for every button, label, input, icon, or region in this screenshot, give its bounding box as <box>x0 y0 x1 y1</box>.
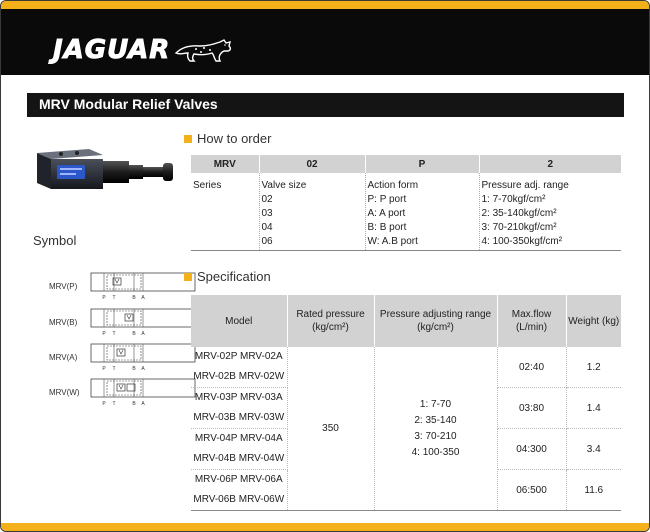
spec-model-cell <box>191 388 287 429</box>
order-cell-text: 1: 7-70kgf/cm² <box>481 194 546 205</box>
spec-model-text: MRV-04P MRV-04A <box>194 433 283 444</box>
symbol-name: MRV(A) <box>49 352 78 362</box>
specification-table <box>191 295 621 511</box>
order-col-pressure <box>479 173 621 250</box>
order-cell-text: Action form <box>367 180 419 191</box>
spec-rated-pressure-cell: 350 <box>287 347 374 511</box>
spec-header-row <box>191 295 621 347</box>
order-cell-text: P: P port <box>367 194 407 205</box>
port-label: T <box>112 366 116 372</box>
spec-weight-cell: 3.4 <box>566 429 621 470</box>
spec-header-cell: Pressure adjusting range (kg/cm²) <box>374 295 497 347</box>
order-cell-text: 4: 100-350kgf/cm² <box>481 236 563 247</box>
spec-range-text: 2: 35-140 <box>414 414 457 426</box>
specification-label: Specification <box>197 269 271 284</box>
spec-header-cell: Max.flow (L/min) <box>497 295 566 347</box>
order-header-cell: 2 <box>479 155 621 173</box>
symbol-row <box>49 342 199 372</box>
hydraulic-symbol-diagram <box>87 342 199 372</box>
port-label: A <box>141 295 145 301</box>
port-label: B <box>132 331 136 337</box>
spec-model-text: MRV-03P MRV-03A <box>194 392 283 403</box>
spec-model-text: MRV-03B MRV-03W <box>193 412 285 423</box>
symbol-row <box>49 377 199 407</box>
symbol-heading: Symbol <box>33 233 77 248</box>
order-cell-text: Series <box>193 180 222 191</box>
port-label: A <box>141 331 145 337</box>
port-label: P <box>102 331 106 337</box>
port-label: P <box>102 295 106 301</box>
order-cell-text: A: A port <box>367 208 406 219</box>
header-bar <box>1 9 650 75</box>
spec-flow-cell: 03:80 <box>497 388 566 429</box>
spec-weight-cell: 1.2 <box>566 347 621 388</box>
order-cell-text: 02 <box>261 194 273 205</box>
spec-range-text: 3: 70-210 <box>414 430 457 442</box>
order-cell-text: 2: 35-140kgf/cm² <box>481 208 557 219</box>
spec-model-text: MRV-06B MRV-06W <box>193 494 285 505</box>
order-header-cell: MRV <box>191 155 259 173</box>
port-label: P <box>102 401 106 407</box>
order-header-cell: P <box>365 155 479 173</box>
spec-model-text: MRV-02P MRV-02A <box>194 351 283 362</box>
order-cell-text: W: A.B port <box>367 236 418 247</box>
brand-logo[interactable] <box>53 33 234 67</box>
specification-heading <box>184 269 271 284</box>
page-title: MRV Modular Relief Valves <box>39 96 218 112</box>
symbol-row <box>49 307 199 337</box>
symbol-name: MRV(P) <box>49 281 78 291</box>
order-cell-text: 3: 70-210kgf/cm² <box>481 222 557 233</box>
spec-weight-cell: 1.4 <box>566 388 621 429</box>
spec-model-text: MRV-06P MRV-06A <box>194 474 283 485</box>
spec-adjusting-range-cell <box>374 347 497 511</box>
bottom-accent-strip <box>1 523 650 531</box>
spec-weight-cell: 11.6 <box>566 470 621 511</box>
order-cell-text: B: B port <box>367 222 407 233</box>
port-label: T <box>112 331 116 337</box>
order-header-row <box>191 155 621 173</box>
port-label: B <box>132 295 136 301</box>
spec-model-cell <box>191 347 287 388</box>
spec-model-cell <box>191 429 287 470</box>
spec-header-cell: Rated pressure (kg/cm²) <box>287 295 374 347</box>
order-cell-text: 04 <box>261 222 273 233</box>
hydraulic-symbol-diagram <box>87 377 199 407</box>
order-cell-text: Pressure adj. range <box>481 180 569 191</box>
how-to-order-label: How to order <box>197 131 272 146</box>
symbol-name: MRV(B) <box>49 317 78 327</box>
order-col-action <box>365 173 479 250</box>
port-label: B <box>132 366 136 372</box>
jaguar-cat-icon <box>174 37 234 63</box>
hydraulic-symbol-diagram <box>87 307 199 337</box>
how-to-order-table <box>191 155 621 251</box>
bullet-square-icon <box>184 273 192 281</box>
port-label: T <box>112 401 116 407</box>
order-col-series <box>191 173 259 250</box>
port-label: A <box>141 366 145 372</box>
top-accent-strip <box>1 1 650 9</box>
port-label: B <box>132 401 136 407</box>
order-header-cell: 02 <box>259 155 365 173</box>
spec-flow-cell: 04:300 <box>497 429 566 470</box>
spec-model-cell <box>191 470 287 511</box>
spec-range-text: 1: 7-70 <box>419 398 452 410</box>
order-cell-text: Valve size <box>261 180 307 191</box>
how-to-order-heading <box>184 131 271 146</box>
order-col-size <box>259 173 365 250</box>
spec-header-cell: Weight (kg) <box>566 295 621 347</box>
order-body-row <box>191 173 621 250</box>
valve-product-image <box>31 145 181 205</box>
port-label: T <box>112 295 116 301</box>
spec-flow-cell: 02:40 <box>497 347 566 388</box>
bullet-square-icon <box>184 135 192 143</box>
port-label: A <box>141 401 145 407</box>
spec-range-text: 4: 100-350 <box>411 446 460 458</box>
symbol-name: MRV(W) <box>49 387 80 397</box>
port-label: P <box>102 366 106 372</box>
spec-model-text: MRV-04B MRV-04W <box>193 453 285 464</box>
hydraulic-symbol-diagram <box>87 271 199 301</box>
page-title-bar <box>27 93 624 117</box>
brand-logo-text: JAGUAR <box>53 35 171 65</box>
spec-header-cell: Model <box>191 295 287 347</box>
spec-row <box>191 347 621 388</box>
order-cell-text: 06 <box>261 236 273 247</box>
spec-model-text: MRV-02B MRV-02W <box>193 371 285 382</box>
symbol-row <box>49 271 199 301</box>
spec-flow-cell: 06:500 <box>497 470 566 511</box>
order-cell-text: 03 <box>261 208 273 219</box>
